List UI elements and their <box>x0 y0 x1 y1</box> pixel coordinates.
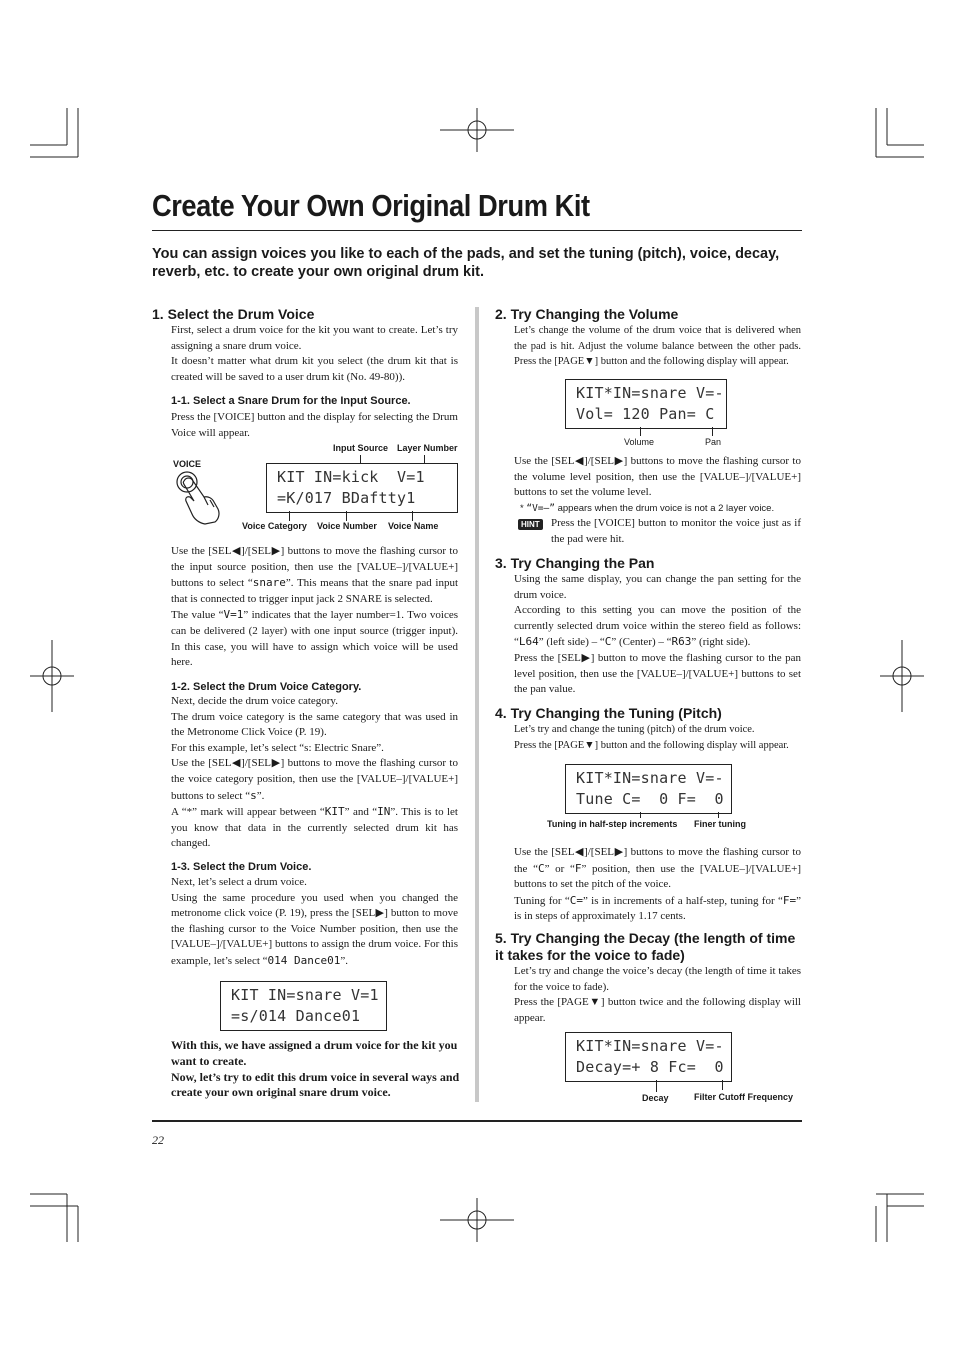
paragraph: Let’s change the volume of the drum voice that is delivered when the pad is hit. Adjust the volume balance between the other pads. Press the [PAGE▼] button and the following display will appear. <box>514 325 801 368</box>
section-3-body <box>514 572 801 698</box>
label-filter-cutoff: Filter Cutoff Frequency <box>694 1092 794 1102</box>
inline-code: snare <box>252 576 286 590</box>
column-divider <box>475 307 479 1102</box>
lcd-line: KIT*IN=snare V=- <box>576 384 724 402</box>
hint-text <box>551 516 801 547</box>
leader-line <box>424 455 425 463</box>
section-1-2-heading: 1-2. Select the Drum Voice Category. <box>171 681 362 693</box>
lcd-line: KIT IN=kick V=1 <box>277 468 425 486</box>
label-layer-number: Layer Number <box>397 443 458 453</box>
paragraph: Press the [SEL▶] button to move the flashing cursor to the pan level position, then use the [VALUE–]/[VALUE+] buttons to set the pan value. <box>514 651 801 696</box>
section-3-heading: 3. Try Changing the Pan <box>495 555 655 571</box>
label-voice-button: VOICE <box>173 459 202 469</box>
paragraph: Tuning for “C=” is in increments of a half-step, tuning for “F=” is in steps of approximately 1.17 cents. <box>514 893 801 923</box>
leader-line <box>360 455 361 463</box>
section-1-2-body <box>171 694 458 852</box>
lcd-line: =s/014 Dance01 <box>231 1007 361 1025</box>
inline-code: V=1 <box>223 608 244 622</box>
label-voice-name: Voice Name <box>388 521 439 531</box>
lcd-line: Decay=+ 8 Fc= 0 <box>576 1058 724 1076</box>
paragraph: Next, decide the drum voice category. <box>171 695 338 707</box>
section-4-body-2 <box>514 845 801 925</box>
paragraph: According to this setting you can move the position of the currently selected drum voice within the stereo field as follows: “L64” (left side) – “C” (Center) – “R63” (right side). <box>514 604 801 649</box>
leader-line <box>722 1080 723 1090</box>
paragraph: Press the [PAGE▼] button and the following display will appear. <box>514 739 789 751</box>
intro-text: You can assign voices you like to each of the pads, and set the tuning (pitch), voice, decay, reverb, etc. to create your own original drum kit. <box>152 246 780 280</box>
paragraph: Use the [SEL◀]/[SEL▶] buttons to move the flashing cursor to the volume level position, then use the [VALUE–]/[VALUE+] buttons to set the volume level. <box>514 455 801 499</box>
leader-line <box>640 812 641 818</box>
paragraph: Let’s try and change the voice’s decay (the length of time it takes for the voice to fade). <box>514 965 801 993</box>
paragraph: First, select a drum voice for the kit you want to create. Let’s try assigning a snare drum voice. <box>171 324 458 352</box>
section-1-heading: 1. Select the Drum Voice <box>152 306 315 322</box>
leader-line <box>412 511 413 521</box>
inline-code: KIT <box>324 805 345 819</box>
lcd-line: KIT*IN=snare V=- <box>576 1037 724 1055</box>
section-2-body-2 <box>514 454 801 501</box>
paragraph: Use the [SEL◀]/[SEL▶] buttons to move the flashing cursor to the voice category position, then use the [VALUE–]/[VALUE+] buttons to select “s”. <box>171 757 458 802</box>
lcd-display-5 <box>565 1032 732 1082</box>
paragraph: The value “V=1” indicates that the layer number=1. Two voices can be delivered (2 layer) with one input source (trigger input). In this case, you will have to assign which voice will be used here. <box>171 608 459 669</box>
section-1-1-body <box>171 410 458 441</box>
paragraph: Use the [SEL◀]/[SEL▶] buttons to move the flashing cursor to the “C” or “F” position, then use the [VALUE–]/[VALUE+] buttons to set the pitch of the voice. <box>514 846 801 891</box>
lcd-display-2 <box>220 981 387 1031</box>
label-tuning-half-step: Tuning in half-step increments <box>547 819 678 829</box>
lcd-display-1 <box>266 463 458 513</box>
inline-code: IN <box>377 805 391 819</box>
section-1-1-body-2 <box>171 544 458 671</box>
label-volume: Volume <box>624 437 655 447</box>
paragraph: Next, let’s select a drum voice. <box>171 876 307 888</box>
inline-code: s <box>250 788 257 802</box>
closing-text: With this, we have assigned a drum voice for the kit you want to create. Now, let’s try to edit this drum voice in several ways and create your own original snare drum voice. <box>171 1038 460 1100</box>
paragraph: Use the [SEL◀]/[SEL▶] buttons to move the flashing cursor to the input source position, then use the [VALUE–]/[VALUE+] buttons to select “snare”. This means that the snare pad input that is connected to trigger input jack 2 SNARE is selected. <box>171 545 459 605</box>
paragraph: The drum voice category is the same category that was used in the Metronome Click Voice (P. 19). <box>171 710 458 739</box>
leader-line <box>289 511 290 521</box>
paragraph: Let’s try and change the tuning (pitch) of the drum voice. <box>514 724 755 735</box>
title-rule <box>152 230 802 231</box>
label-pan: Pan <box>705 437 722 447</box>
section-2-heading: 2. Try Changing the Volume <box>495 306 679 322</box>
lcd-display-4 <box>565 764 732 814</box>
paragraph: Using the same procedure you used when you changed the metronome click voice (P. 19), press the [SEL▶] button to move the flashing cursor to the Voice Number position, then use the [VALUE–]/[VALUE+] buttons to assign the drum voice. For this example, let’s select “014 Dance01”. <box>171 891 458 967</box>
hint-badge: HINT <box>518 519 543 530</box>
footer-rule <box>152 1120 802 1122</box>
paragraph: It doesn’t matter what drum kit you select (the drum kit that is created will be saved to a user drum kit (No. 49-80)). <box>171 355 458 383</box>
paragraph: For this example, let’s select “s: Electric Snare”. <box>171 741 384 754</box>
lcd-line: KIT*IN=snare V=- <box>576 769 724 787</box>
inline-code: C= <box>569 893 583 907</box>
leader-line <box>718 812 719 818</box>
label-voice-category: Voice Category <box>242 521 307 531</box>
label-voice-number: Voice Number <box>317 521 377 531</box>
page-number: 22 <box>152 1133 164 1147</box>
section-1-1-heading: 1-1. Select a Snare Drum for the Input Source. <box>171 395 411 407</box>
section-2-body <box>514 323 801 370</box>
inline-code: F <box>574 861 582 875</box>
leader-line <box>656 1080 657 1092</box>
section-5-heading: 5. Try Changing the Decay (the length of time it takes for the voice to fade) <box>495 930 796 963</box>
section-1-body <box>171 323 458 385</box>
section-5-body <box>514 964 801 1026</box>
section-2-note: * “V=–” appears when the drum voice is not a 2 layer voice. <box>520 503 775 514</box>
inline-code: R63 <box>671 635 692 649</box>
inline-code: 014 Dance01 <box>267 953 341 967</box>
lcd-line: =K/017 BDaftty1 <box>277 489 416 507</box>
finger-press-icon <box>172 469 234 525</box>
inline-code: C <box>537 861 545 875</box>
label-finer-tuning: Finer tuning <box>694 819 746 829</box>
section-4-body <box>514 722 804 753</box>
page-title: Create Your Own Original Drum Kit <box>152 188 590 223</box>
section-1-3-heading: 1-3. Select the Drum Voice. <box>171 861 312 873</box>
section-4-heading: 4. Try Changing the Tuning (Pitch) <box>495 705 722 721</box>
leader-line <box>712 427 713 436</box>
paragraph: A “*” mark will appear between “KIT” and “IN”. This is to let you know that data in the currently selected drum kit has changed. <box>171 805 458 850</box>
paragraph: Press the [PAGE▼] button twice and the following display will appear. <box>514 996 801 1024</box>
paragraph: Press the [VOICE] button and the display for selecting the Drum Voice will appear. <box>171 411 458 439</box>
inline-code: F= <box>782 893 797 907</box>
label-input-source: Input Source <box>333 443 389 453</box>
label-decay: Decay <box>642 1093 669 1103</box>
lcd-line: Vol= 120 Pan= C <box>576 405 715 423</box>
leader-line <box>640 427 641 436</box>
paragraph: Press the [VOICE] button to monitor the voice just as if the pad were hit. <box>551 517 801 545</box>
inline-code: “V=–” <box>526 503 555 514</box>
lcd-line: Tune C= 0 F= 0 <box>576 790 724 808</box>
inline-code: C <box>604 635 612 649</box>
lcd-display-3 <box>565 379 727 429</box>
paragraph: Using the same display, you can change the pan setting for the drum voice. <box>514 573 801 601</box>
section-1-3-body <box>171 875 458 970</box>
inline-code: L64 <box>518 635 539 649</box>
lcd-line: KIT IN=snare V=1 <box>231 986 379 1004</box>
leader-line <box>346 511 347 521</box>
